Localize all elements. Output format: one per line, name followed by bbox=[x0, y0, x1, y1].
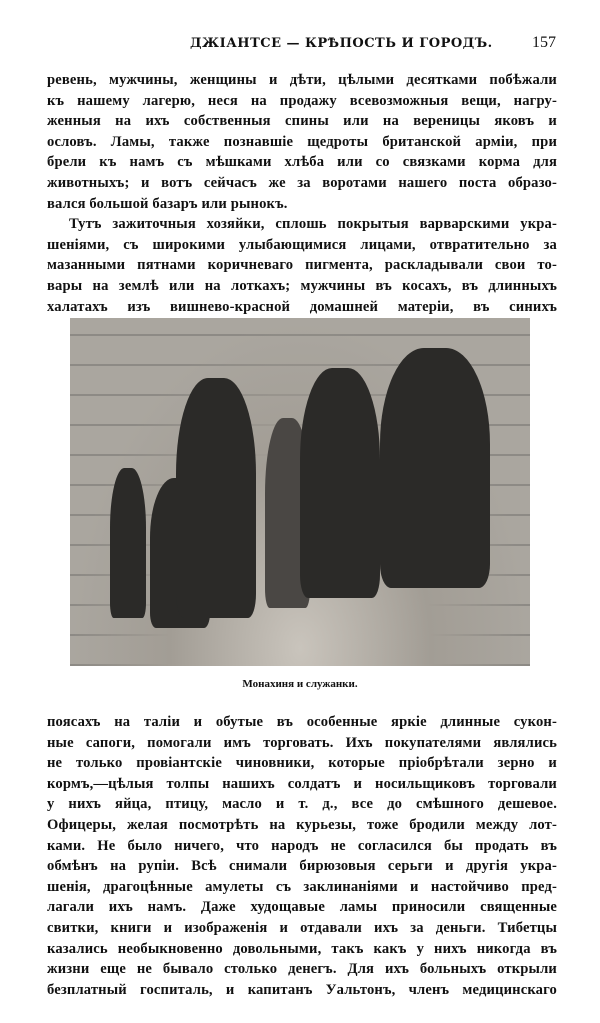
text-line: брели къ намъ съ мѣшками хлѣба или со связками корма для bbox=[47, 154, 557, 171]
text-line: поясахъ на талiи и обутые въ особенные яркiе длинные сукон- bbox=[47, 714, 557, 730]
text-line: халатахъ изъ вишнево-красной домашней матерiи, въ синихъ bbox=[47, 298, 557, 315]
text-line: ревень, мужчины, женщины и дѣти, цѣлыми десятками побѣжали bbox=[47, 72, 557, 88]
text-line: жизни еще не бывало столько денегъ. Для ихъ больныхъ открыли bbox=[47, 961, 557, 978]
photograph-nun-and-servants bbox=[70, 318, 530, 666]
running-title: ДЖIАНТСЕ — КРѢПОСТЬ И ГОРОДЪ. bbox=[190, 36, 493, 51]
text-line: казались необыкновенно довольными, такъ какъ у нихъ никогда въ bbox=[47, 940, 557, 957]
text-line: женныя на ихъ собственныя спины или на вереницы яковъ и bbox=[47, 113, 557, 130]
text-line: ками. Не было ничего, что народъ не согласился бы продать въ bbox=[47, 837, 557, 854]
text-line: Тутъ зажиточныя хозяйки, сплошь покрытыя варварскими укра- bbox=[69, 216, 557, 233]
top-text-block bbox=[47, 70, 557, 317]
text-line: животныхъ; и вотъ сейчасъ же за воротами нашего поста образо- bbox=[47, 174, 557, 191]
running-header bbox=[0, 36, 600, 56]
text-line: шенiя, драгоцѣнные амулеты съ заклинанiями и настойчиво пред- bbox=[47, 878, 557, 895]
text-line: лагали ихъ намъ. Даже худощавые ламы приносили священные bbox=[47, 899, 557, 916]
text-line: не только провiантскiе чиновники, которые прiобрѣтали зерно и bbox=[47, 755, 557, 772]
text-line: свитки, книги и изображенiя и отдавали ихъ за деньги. Тибетцы bbox=[47, 919, 557, 936]
text-line: мазанными пятнами коричневаго пигмента, раскладывали свои то- bbox=[47, 257, 557, 274]
text-line: ословъ. Ламы, также познавшiе щедроты британской армiи, при bbox=[47, 133, 557, 150]
text-line: обмѣнъ на рупiи. Всѣ снимали бирюзовыя серьги и другiя укра- bbox=[47, 858, 557, 875]
text-line: ные сапоги, помогали имъ торговать. Ихъ покупателями являлись bbox=[47, 734, 557, 751]
page-number: 157 bbox=[532, 34, 556, 51]
text-line: шенiями, съ широкими улыбающимися лицами, отвратительно за bbox=[47, 236, 557, 253]
text-line: къ нашему лагерю, неся на продажу всевозможныя вещи, нагру- bbox=[47, 92, 557, 109]
text-line: безплатный госпиталь, и капитанъ Уальтонъ, членъ медицинскаго bbox=[47, 981, 557, 998]
text-line: Офицеры, желая посмотрѣть на курьезы, тоже бродили между лот- bbox=[47, 816, 557, 833]
text-line: вары на землѣ или на лоткахъ; мужчины въ косахъ, въ длинныхъ bbox=[47, 277, 557, 294]
text-line: у нихъ яйца, птицу, масло и т. д., все до смѣшного дешевое. bbox=[47, 796, 557, 813]
text-line: кормъ,—цѣлыя толпы нашихъ солдатъ и носильщиковъ торговали bbox=[47, 775, 557, 792]
figure-caption: Монахиня и служанки. bbox=[242, 678, 358, 690]
text-line: вался большой базаръ или рынокъ. bbox=[47, 195, 288, 212]
bottom-text-block bbox=[47, 712, 557, 1000]
